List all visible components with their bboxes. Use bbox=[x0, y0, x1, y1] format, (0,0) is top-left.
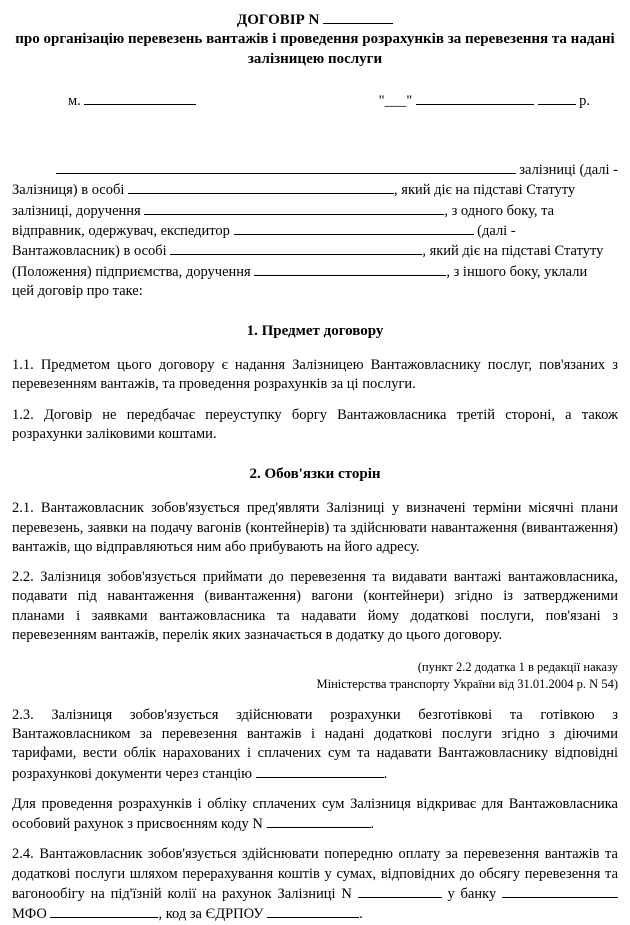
preamble-line-4-text: відправник, одержувач, експедитор bbox=[12, 223, 230, 240]
date-day-quotes: "___" bbox=[378, 93, 413, 110]
railway-name-blank bbox=[56, 160, 516, 174]
document-title-text: ДОГОВІР N bbox=[236, 12, 320, 28]
section-2-paragraph-2: 2.2. Залізниця зобов'язується приймати до перевезення та видавати вантажі вантажовласника, подавати під навантаження (вивантаження) вагони (контейнери) згідно із затвердженими планами і заявками вантажовласника та надавати йому додаткові послуги, пов'язані з перевезенням вантажів, перелік яких зазначається в додатку до цього договору. bbox=[12, 569, 618, 643]
mfo-blank bbox=[50, 904, 158, 918]
preamble-line-4-tail: (далі - bbox=[477, 223, 516, 240]
section-1-paragraph-1: 1.1. Предметом цього договору є надання Залізницею Вантажовласнику послуг, пов'язаних з перевезенням вантажів, та проведення розрахунків за ці послуги. bbox=[12, 357, 618, 393]
title-number-blank bbox=[323, 10, 393, 24]
place-field bbox=[68, 91, 196, 110]
station-blank bbox=[256, 764, 384, 778]
edrpou-blank bbox=[267, 904, 359, 918]
account-code-blank bbox=[267, 814, 371, 828]
preamble-line-1 bbox=[12, 160, 618, 180]
preamble-line-5-text: Вантажовласник) в особі bbox=[12, 243, 167, 260]
preamble-line-2-text: Залізниця) в особі bbox=[12, 182, 125, 199]
document-title-block bbox=[12, 10, 618, 69]
section-2-heading: 2. Обов'язки сторін bbox=[249, 466, 381, 483]
section-2-paragraph-3-text: 2.3. Залізниця зобов'язується здійснювати розрахунки безготівкові та готівкою з Вантажовласником за перевезення вантажів і надані додаткові послуги згідно з діючими тарифами, вести облік нарахованих і сплачених сум та надавати Вантажовласнику відповідні розрахункові документи через станцію bbox=[12, 706, 618, 782]
bank-name-blank bbox=[502, 884, 618, 898]
section-2-paragraph-4 bbox=[12, 845, 618, 924]
last-paragraph-tail: . bbox=[359, 906, 363, 923]
preamble-line-5 bbox=[12, 241, 618, 261]
edrpou-label: , код за ЄДРПОУ bbox=[158, 906, 264, 923]
cargo-owner-blank bbox=[234, 221, 474, 235]
railway-mandate-blank bbox=[144, 201, 444, 215]
preamble-line-3-tail: , з одного боку, та bbox=[444, 202, 555, 219]
cargo-owner-mandate-blank bbox=[254, 262, 446, 276]
place-date-row bbox=[12, 91, 618, 110]
date-year-suffix: р. bbox=[579, 93, 590, 110]
section-2-paragraph-3 bbox=[12, 706, 618, 784]
preamble-line-6-tail: , з іншого боку, уклали bbox=[446, 263, 588, 280]
account-paragraph-tail: . bbox=[370, 816, 375, 833]
place-blank bbox=[84, 91, 196, 105]
document-title bbox=[12, 10, 618, 30]
date-month-blank bbox=[416, 91, 534, 105]
bank-label: у банку bbox=[447, 886, 497, 902]
preamble-line-2 bbox=[12, 180, 618, 200]
preamble-block bbox=[12, 160, 618, 301]
preamble-line-3-text: залізниці, доручення bbox=[12, 202, 141, 219]
place-label: м. bbox=[68, 93, 81, 110]
section-2-paragraph-1: 2.1. Вантажовласник зобов'язується пред'являти Залізниці у визначені терміни місячні плани перевезень, заявки на подачу вагонів (контейнерів) та здійснювати навантаження (вивантаження) вантажів, що відправляються ним або прибувають на його адресу. bbox=[12, 500, 618, 555]
amendment-note-line-2: Міністерства транспорту України від 31.01.2004 р. N 54) bbox=[316, 676, 618, 691]
mfo-label: МФО bbox=[12, 906, 47, 923]
section-2-paragraph-3-tail: . bbox=[383, 765, 388, 782]
preamble-line-6-text: (Положення) підприємства, доручення bbox=[12, 263, 251, 280]
section-2-paragraph-4-text: 2.4. Вантажовласник зобов'язується здійснювати попередню оплату за перевезення вантажів та додаткові послуги шляхом перерахування коштів у сумах, відповідних до обсягу перевезення та вагонообігу на під'їзній колії на рахунок Залізниці N bbox=[12, 846, 618, 902]
preamble-line-6 bbox=[12, 262, 618, 282]
preamble-line-1-tail: залізниці (далі - bbox=[519, 162, 618, 179]
section-1-paragraph-2: 1.2. Договір не передбачає переуступку боргу Вантажовласника третій стороні, а також розрахунки заліковими коштами. bbox=[12, 406, 618, 442]
document-subtitle: про організацію перевезень вантажів і проведення розрахунків за перевезення та надані залізницею послуги bbox=[15, 31, 615, 67]
preamble-line-7: цей договір про таке: bbox=[12, 282, 143, 299]
railway-account-blank bbox=[358, 884, 442, 898]
account-paragraph-text: Для проведення розрахунків і обліку сплачених сум Залізниця відкриває для Вантажовласника особовий рахунок з присвоєнням коду N bbox=[12, 795, 618, 833]
preamble-line-5-tail: , який діє на підставі Статуту bbox=[422, 243, 604, 260]
railway-rep-blank bbox=[128, 180, 394, 194]
preamble-line-2-tail: , який діє на підставі Статуту bbox=[394, 182, 576, 199]
account-paragraph bbox=[12, 795, 618, 835]
amendment-note bbox=[12, 659, 618, 692]
cargo-owner-rep-blank bbox=[170, 241, 422, 255]
preamble-line-3 bbox=[12, 201, 618, 221]
section-1-heading: 1. Предмет договору bbox=[246, 323, 384, 340]
amendment-note-line-1: (пункт 2.2 додатка 1 в редакції наказу bbox=[417, 660, 618, 675]
date-year-blank bbox=[538, 91, 576, 105]
date-field bbox=[379, 91, 590, 110]
preamble-line-4 bbox=[12, 221, 618, 241]
